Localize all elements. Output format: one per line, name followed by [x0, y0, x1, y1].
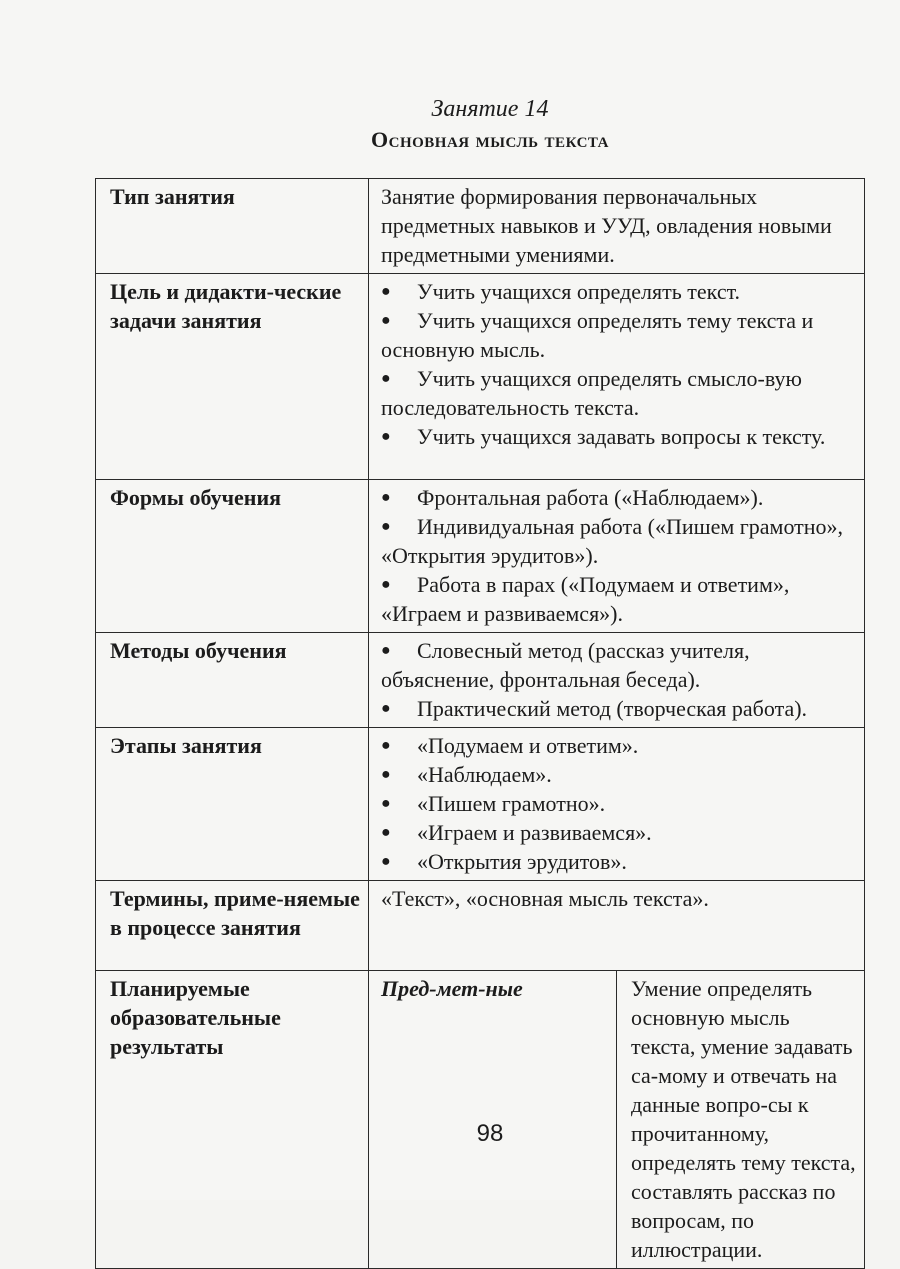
- table-row-terms: [96, 881, 865, 971]
- bullet-icon: ●: [381, 700, 391, 717]
- table-row-methods: [96, 633, 865, 728]
- list-item: ● «Наблюдаем».: [381, 762, 552, 787]
- table-row-forms: [96, 480, 865, 633]
- list-item: ● Практический метод (творческая работа).: [381, 696, 808, 721]
- list-item: ● «Пишем грамотно».: [381, 791, 606, 816]
- row-content-type: Занятие формирования первоначальных предметных навыков и УУД, овладения новыми предметными умениями.: [369, 179, 865, 274]
- row-content-results: Умение определять основную мысль текста, умение задавать са-мому и отвечать на данные вопро-сы к прочитанному, определять тему текста, составлять рассказ по вопросам, по иллюстрации.: [617, 971, 865, 1269]
- bullet-icon: ●: [381, 489, 391, 506]
- list-item: ● «Подумаем и ответим».: [381, 733, 639, 758]
- bullet-icon: ●: [381, 642, 391, 659]
- row-content-goals: [369, 274, 865, 480]
- row-content-methods: [369, 633, 865, 728]
- bullet-icon: ●: [381, 766, 391, 783]
- row-label-goals: Цель и дидакти-ческие задачи занятия: [96, 274, 369, 480]
- row-label-type: Тип занятия: [96, 179, 369, 274]
- row-label-methods: Методы обучения: [96, 633, 369, 728]
- bullet-icon: ●: [381, 795, 391, 812]
- list-item: ● Фронтальная работа («Наблюдаем»).: [381, 485, 764, 510]
- row-label-terms: Термины, приме-няемые в процессе занятия: [96, 881, 369, 971]
- list-item: ● Учить учащихся задавать вопросы к тексту.: [381, 424, 826, 449]
- row-content-terms: «Текст», «основная мысль текста».: [369, 881, 865, 971]
- list-item: ● Словесный метод (рассказ учителя, объяснение, фронтальная беседа).: [381, 638, 750, 692]
- bullet-icon: ●: [381, 312, 391, 329]
- row-label-results: Планируемые образовательные результаты: [96, 971, 369, 1269]
- lesson-title: Основная мысль текста: [371, 127, 609, 152]
- list-item: ● Учить учащихся определять смысло-вую последовательность текста.: [381, 366, 802, 420]
- table-row-type: [96, 179, 865, 274]
- bullet-icon: ●: [381, 370, 391, 387]
- list-item: ● Работа в парах («Подумаем и ответим», «Играем и развиваемся»).: [381, 572, 790, 626]
- row-sublabel-results: Пред-мет-ные: [369, 971, 617, 1269]
- bullet-icon: ●: [381, 283, 391, 300]
- page-number: 98: [476, 1120, 504, 1147]
- table-row-stages: [96, 728, 865, 881]
- bullet-icon: ●: [381, 824, 391, 841]
- list-item: ● «Открытия эрудитов».: [381, 849, 627, 874]
- bullet-icon: ●: [381, 853, 391, 870]
- list-item: ● «Играем и развиваемся».: [381, 820, 652, 845]
- table-row-goals: [96, 274, 865, 480]
- list-item: ● Учить учащихся определять тему текста и основную мысль.: [381, 308, 814, 362]
- row-content-forms: [369, 480, 865, 633]
- row-label-stages: Этапы занятия: [96, 728, 369, 881]
- bullet-icon: ●: [381, 428, 391, 445]
- list-item: ● Индивидуальная работа («Пишем грамотно», «Открытия эрудитов»).: [381, 514, 844, 568]
- bullet-icon: ●: [381, 576, 391, 593]
- list-item: ● Учить учащихся определять текст.: [381, 279, 741, 304]
- row-content-stages: [369, 728, 865, 881]
- lesson-number: Занятие 14: [431, 96, 549, 122]
- lesson-plan-table: [95, 178, 865, 1269]
- row-label-forms: Формы обучения: [96, 480, 369, 633]
- bullet-icon: ●: [381, 518, 391, 535]
- bullet-icon: ●: [381, 737, 391, 754]
